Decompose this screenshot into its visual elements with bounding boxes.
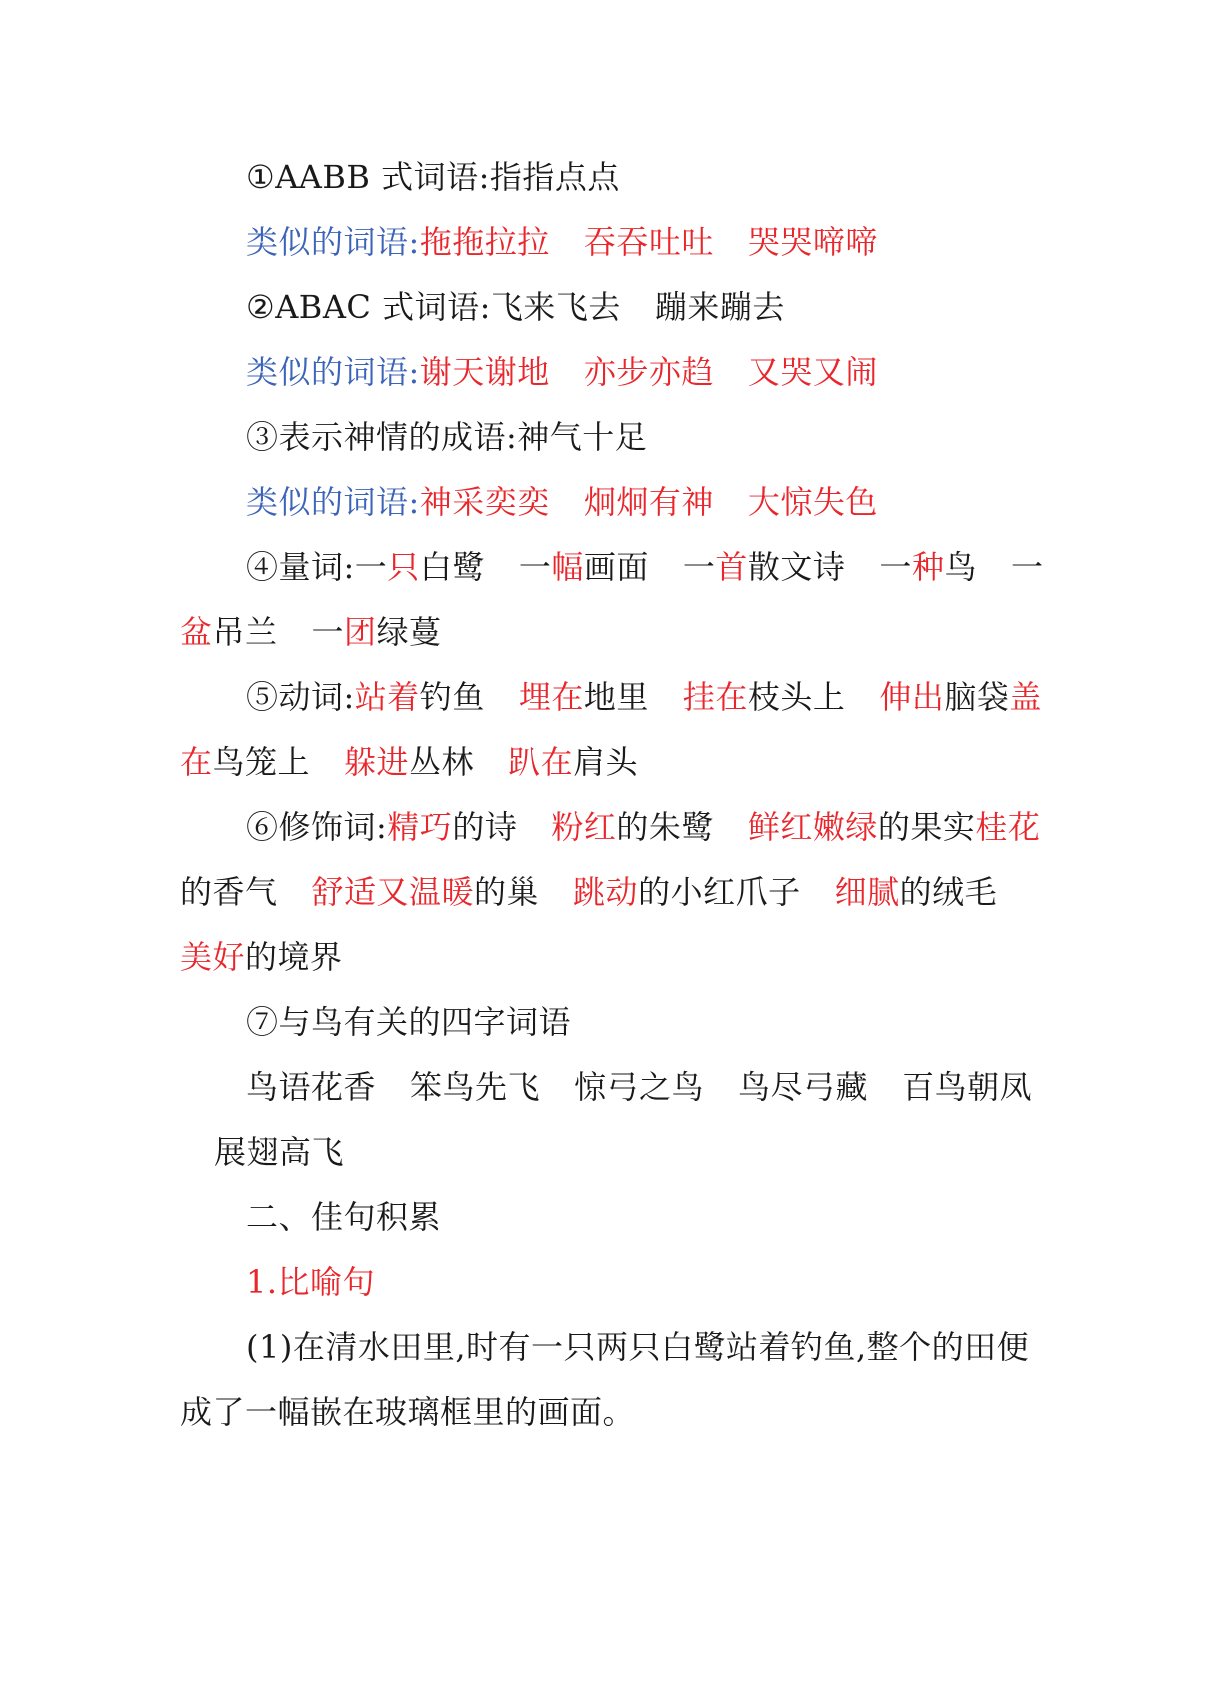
- text-segment: 吊兰: [212, 613, 278, 651]
- highlighted-word: 埋在: [518, 678, 584, 716]
- paragraph: [180, 535, 1060, 665]
- highlighted-word: 幅: [551, 548, 584, 586]
- text-segment: 惊弓之鸟: [574, 1068, 705, 1106]
- text-segment: 二、佳句积累: [246, 1198, 442, 1236]
- paragraph: [180, 470, 1060, 535]
- text-segment: 地里: [583, 678, 649, 716]
- highlighted-word: 神采奕奕: [419, 483, 550, 521]
- paragraph: [180, 210, 1060, 275]
- text-segment: 的绒毛: [899, 873, 998, 911]
- highlighted-word: 团: [344, 613, 377, 651]
- text-segment: 绿蔓: [376, 613, 442, 651]
- text-segment: 白鹭: [419, 548, 485, 586]
- highlighted-word: 舒适又温暖: [311, 873, 475, 911]
- text-segment: 鸟语花香: [246, 1068, 377, 1106]
- text-segment: ③表示神情的成语:神气十足: [246, 418, 648, 456]
- text-segment: 的香气: [180, 873, 278, 911]
- paragraph: [180, 340, 1060, 405]
- label-text: 类似的词语:: [246, 483, 420, 521]
- text-segment: 钓鱼: [419, 678, 485, 716]
- document-page: [180, 145, 1060, 1445]
- highlighted-word: 盆: [180, 613, 213, 651]
- paragraph: [180, 1315, 1060, 1445]
- text-segment: 脑袋: [944, 678, 1010, 716]
- text-segment: 的诗: [452, 808, 518, 846]
- text-segment: 鸟: [944, 548, 977, 586]
- highlighted-word: 细腻: [834, 873, 900, 911]
- paragraph: [180, 665, 1060, 795]
- highlighted-word: 站着: [354, 678, 420, 716]
- text-segment: 的境界: [245, 938, 343, 976]
- text-segment: 一: [682, 548, 716, 586]
- highlighted-word: 盖在: [180, 678, 1042, 781]
- highlighted-word: 跳动: [573, 873, 639, 911]
- text-segment: 肩头: [573, 743, 639, 781]
- highlighted-word: 只: [387, 548, 420, 586]
- text-segment: ⑦与鸟有关的四字词语: [246, 1003, 572, 1041]
- text-segment: 鸟笼上: [212, 743, 311, 781]
- highlighted-word: 种: [911, 548, 945, 586]
- highlighted-word: 大惊失色: [747, 483, 878, 521]
- paragraph: [180, 405, 1060, 470]
- text-segment: 一: [879, 548, 912, 586]
- highlighted-word: 粉红: [551, 808, 617, 846]
- paragraph: [180, 990, 1060, 1055]
- text-segment: ⑤动词:: [246, 678, 355, 716]
- text-segment: 丛林: [409, 743, 475, 781]
- label-text: 类似的词语:: [246, 353, 420, 391]
- highlighted-word: 亦步亦趋: [583, 353, 714, 391]
- highlighted-word: 拖拖拉拉: [419, 223, 550, 261]
- text-segment: 一: [311, 613, 345, 651]
- text-segment: ⑥修饰词:: [246, 808, 388, 846]
- label-text: 类似的词语:: [246, 223, 420, 261]
- text-segment: 枝头上: [747, 678, 846, 716]
- text-segment: (1)在清水田里,时有一只两只白鹭站着钓鱼,整个的田便成了一幅嵌在玻璃框里的画面。: [180, 1328, 1030, 1431]
- text-segment: 的果实: [877, 808, 976, 846]
- text-segment: 蹦来蹦去: [654, 288, 785, 326]
- paragraph: [180, 275, 1060, 340]
- highlighted-word: 吞吞吐吐: [583, 223, 714, 261]
- text-segment: ②ABAC 式词语:飞来飞去: [246, 288, 621, 326]
- highlighted-word: 又哭又闹: [747, 353, 878, 391]
- paragraph: [180, 1055, 1060, 1185]
- text-segment: 一: [1010, 548, 1044, 586]
- highlighted-word: 炯炯有神: [583, 483, 714, 521]
- paragraph: [180, 1185, 1060, 1250]
- text-segment: 画面: [583, 548, 649, 586]
- text-segment: ④量词:一: [246, 548, 388, 586]
- paragraph: [180, 795, 1060, 990]
- text-segment: 展翅高飞: [214, 1133, 345, 1171]
- paragraph: [180, 1250, 1060, 1315]
- highlighted-word: 挂在: [682, 678, 748, 716]
- text-segment: ①AABB 式词语:指指点点: [246, 158, 620, 196]
- paragraph: [180, 145, 1060, 210]
- highlighted-word: 1.比喻句: [246, 1263, 376, 1301]
- highlighted-word: 首: [715, 548, 748, 586]
- text-segment: 百鸟朝凤: [902, 1068, 1033, 1106]
- highlighted-word: 美好: [180, 938, 246, 976]
- text-segment: 散文诗: [747, 548, 846, 586]
- text-segment: 鸟尽弓藏: [738, 1068, 869, 1106]
- text-segment: 一: [518, 548, 552, 586]
- highlighted-word: 哭哭啼啼: [747, 223, 878, 261]
- text-segment: 的小红爪子: [638, 873, 801, 911]
- text-segment: 笨鸟先飞: [410, 1068, 541, 1106]
- highlighted-word: 伸出: [879, 678, 945, 716]
- text-segment: 的巢: [474, 873, 540, 911]
- text-segment: 的朱鹭: [616, 808, 714, 846]
- highlighted-word: 精巧: [387, 808, 453, 846]
- highlighted-word: 躲进: [344, 743, 410, 781]
- highlighted-word: 桂花: [975, 808, 1041, 846]
- highlighted-word: 谢天谢地: [419, 353, 550, 391]
- highlighted-word: 趴在: [508, 743, 574, 781]
- highlighted-word: 鲜红嫩绿: [747, 808, 878, 846]
